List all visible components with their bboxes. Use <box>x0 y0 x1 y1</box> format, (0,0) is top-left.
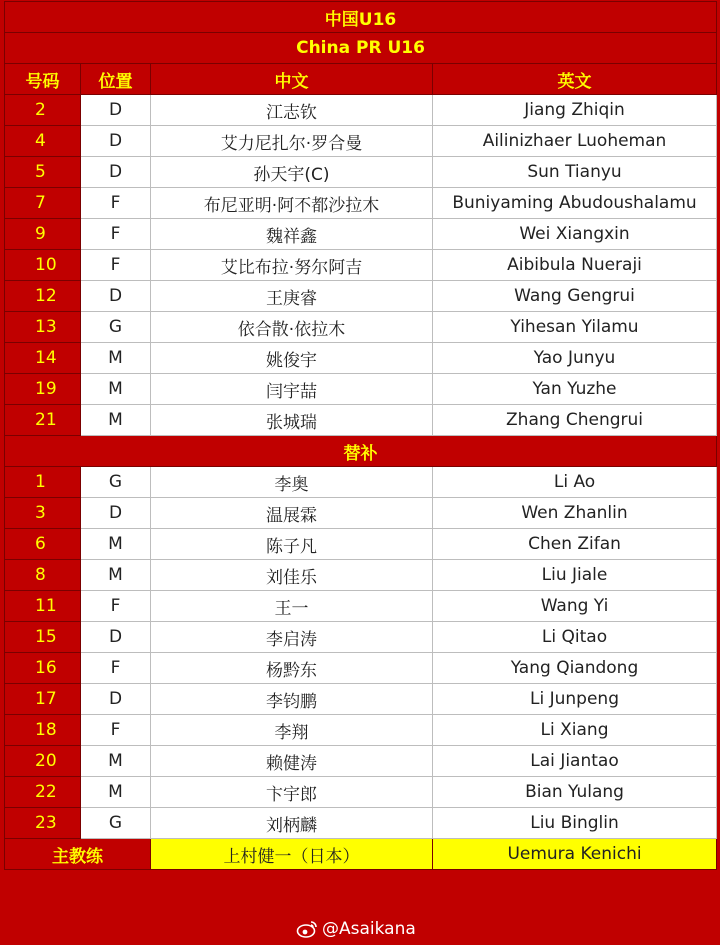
player-position: M <box>81 405 151 436</box>
player-english-name: Sun Tianyu <box>433 157 717 188</box>
player-english-name: Yang Qiandong <box>433 653 717 684</box>
table-row <box>5 591 717 622</box>
player-position: M <box>81 529 151 560</box>
player-position: F <box>81 219 151 250</box>
substitutes-label: 替补 <box>5 436 717 467</box>
player-number: 2 <box>5 95 81 126</box>
player-number: 6 <box>5 529 81 560</box>
table-row <box>5 250 717 281</box>
player-position: D <box>81 126 151 157</box>
player-number: 13 <box>5 312 81 343</box>
watermark-text: @Asaikana <box>322 919 416 939</box>
player-english-name: Bian Yulang <box>433 777 717 808</box>
player-chinese-name: 艾比布拉·努尔阿吉 <box>151 250 433 281</box>
player-english-name: Chen Zifan <box>433 529 717 560</box>
player-chinese-name: 赖健涛 <box>151 746 433 777</box>
player-number: 11 <box>5 591 81 622</box>
player-position: D <box>81 281 151 312</box>
player-chinese-name: 温展霖 <box>151 498 433 529</box>
player-english-name: Aibibula Nueraji <box>433 250 717 281</box>
player-position: D <box>81 498 151 529</box>
header-number: 号码 <box>5 64 81 95</box>
player-english-name: Jiang Zhiqin <box>433 95 717 126</box>
player-position: F <box>81 591 151 622</box>
table-row <box>5 219 717 250</box>
player-english-name: Ailinizhaer Luoheman <box>433 126 717 157</box>
player-position: F <box>81 188 151 219</box>
player-position: F <box>81 250 151 281</box>
player-english-name: Yao Junyu <box>433 343 717 374</box>
coach-english-name: Uemura Kenichi <box>433 839 717 870</box>
player-chinese-name: 刘佳乐 <box>151 560 433 591</box>
table-row <box>5 529 717 560</box>
player-position: G <box>81 312 151 343</box>
player-chinese-name: 杨黔东 <box>151 653 433 684</box>
table-row <box>5 467 717 498</box>
table-row <box>5 405 717 436</box>
player-chinese-name: 闫宇喆 <box>151 374 433 405</box>
player-number: 22 <box>5 777 81 808</box>
table-row <box>5 622 717 653</box>
player-number: 17 <box>5 684 81 715</box>
player-chinese-name: 张城瑞 <box>151 405 433 436</box>
table-row <box>5 746 717 777</box>
player-number: 20 <box>5 746 81 777</box>
player-number: 16 <box>5 653 81 684</box>
player-position: M <box>81 746 151 777</box>
player-english-name: Yihesan Yilamu <box>433 312 717 343</box>
player-english-name: Liu Binglin <box>433 808 717 839</box>
table-row <box>5 126 717 157</box>
player-chinese-name: 艾力尼扎尔·罗合曼 <box>151 126 433 157</box>
player-number: 7 <box>5 188 81 219</box>
table-row <box>5 157 717 188</box>
player-chinese-name: 李奥 <box>151 467 433 498</box>
player-number: 19 <box>5 374 81 405</box>
player-number: 23 <box>5 808 81 839</box>
player-number: 5 <box>5 157 81 188</box>
table-row <box>5 560 717 591</box>
player-chinese-name: 姚俊宇 <box>151 343 433 374</box>
player-position: F <box>81 653 151 684</box>
player-english-name: Li Junpeng <box>433 684 717 715</box>
player-chinese-name: 王庚睿 <box>151 281 433 312</box>
player-number: 14 <box>5 343 81 374</box>
player-chinese-name: 依合散·依拉木 <box>151 312 433 343</box>
player-number: 12 <box>5 281 81 312</box>
player-chinese-name: 卞宇郎 <box>151 777 433 808</box>
player-english-name: Wei Xiangxin <box>433 219 717 250</box>
table-row <box>5 777 717 808</box>
table-row <box>5 808 717 839</box>
table-row <box>5 498 717 529</box>
player-chinese-name: 陈子凡 <box>151 529 433 560</box>
player-number: 3 <box>5 498 81 529</box>
table-row <box>5 312 717 343</box>
header-chinese: 中文 <box>151 64 433 95</box>
player-number: 18 <box>5 715 81 746</box>
player-chinese-name: 李启涛 <box>151 622 433 653</box>
watermark <box>296 917 416 941</box>
coach-row <box>5 839 717 870</box>
subtitle-row <box>5 33 717 64</box>
player-position: D <box>81 684 151 715</box>
player-english-name: Yan Yuzhe <box>433 374 717 405</box>
player-chinese-name: 王一 <box>151 591 433 622</box>
player-position: M <box>81 777 151 808</box>
player-english-name: Lai Jiantao <box>433 746 717 777</box>
header-row <box>5 64 717 95</box>
table-title: 中国U16 <box>5 2 717 33</box>
player-position: D <box>81 95 151 126</box>
player-chinese-name: 布尼亚明·阿不都沙拉木 <box>151 188 433 219</box>
player-english-name: Zhang Chengrui <box>433 405 717 436</box>
table-row <box>5 281 717 312</box>
player-chinese-name: 李翔 <box>151 715 433 746</box>
player-number: 8 <box>5 560 81 591</box>
substitutes-header-row <box>5 436 717 467</box>
player-position: D <box>81 157 151 188</box>
weibo-icon <box>296 920 318 938</box>
player-chinese-name: 李钧鹏 <box>151 684 433 715</box>
table-row <box>5 715 717 746</box>
table-row <box>5 343 717 374</box>
header-position: 位置 <box>81 64 151 95</box>
player-chinese-name: 刘柄麟 <box>151 808 433 839</box>
player-position: F <box>81 715 151 746</box>
player-english-name: Wen Zhanlin <box>433 498 717 529</box>
player-english-name: Li Ao <box>433 467 717 498</box>
player-number: 21 <box>5 405 81 436</box>
player-number: 9 <box>5 219 81 250</box>
table-subtitle: China PR U16 <box>5 33 717 64</box>
player-english-name: Li Qitao <box>433 622 717 653</box>
table-row <box>5 653 717 684</box>
player-position: G <box>81 467 151 498</box>
player-chinese-name: 江志钦 <box>151 95 433 126</box>
player-position: M <box>81 560 151 591</box>
title-row <box>5 2 717 33</box>
player-english-name: Wang Yi <box>433 591 717 622</box>
player-position: D <box>81 622 151 653</box>
table-row <box>5 374 717 405</box>
player-english-name: Buniyaming Abudoushalamu <box>433 188 717 219</box>
coach-chinese-name: 上村健一（日本） <box>151 839 433 870</box>
player-english-name: Liu Jiale <box>433 560 717 591</box>
player-number: 10 <box>5 250 81 281</box>
table-row <box>5 684 717 715</box>
player-chinese-name: 魏祥鑫 <box>151 219 433 250</box>
table-row <box>5 188 717 219</box>
player-english-name: Wang Gengrui <box>433 281 717 312</box>
player-number: 4 <box>5 126 81 157</box>
table-row <box>5 95 717 126</box>
roster-table <box>4 1 717 870</box>
header-english: 英文 <box>433 64 717 95</box>
coach-label: 主教练 <box>5 839 151 870</box>
player-position: G <box>81 808 151 839</box>
player-number: 15 <box>5 622 81 653</box>
player-position: M <box>81 343 151 374</box>
player-english-name: Li Xiang <box>433 715 717 746</box>
player-chinese-name: 孙天宇(C) <box>151 157 433 188</box>
player-number: 1 <box>5 467 81 498</box>
player-position: M <box>81 374 151 405</box>
